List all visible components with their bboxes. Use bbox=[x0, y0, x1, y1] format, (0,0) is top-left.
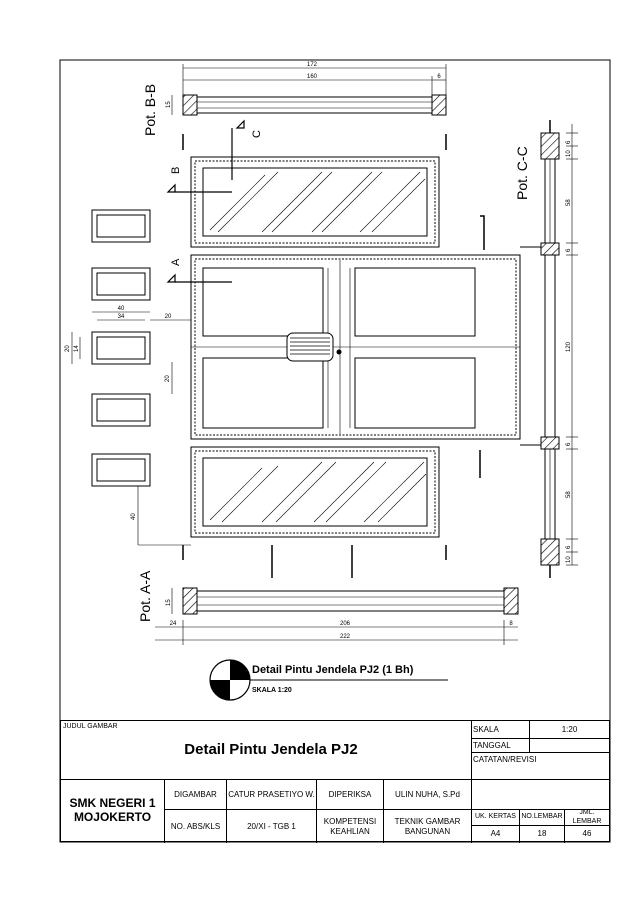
dim-20-profile: 20 bbox=[65, 345, 71, 352]
label-pot-cc: Pot. C-C bbox=[514, 146, 530, 200]
dim-15-top: 15 bbox=[166, 101, 172, 108]
title-block bbox=[60, 720, 610, 842]
profile-details bbox=[92, 210, 150, 486]
dim-side-6a: 6 bbox=[566, 140, 572, 144]
dim-172: 172 bbox=[306, 62, 318, 68]
marker-b: B bbox=[170, 166, 182, 174]
dim-side-6b: 6 bbox=[566, 248, 572, 252]
diperiksa-value: ULIN NUHA, S.Pd bbox=[395, 790, 460, 800]
kompetensi-value: TEKNIK GAMBAR BANGUNAN bbox=[394, 817, 461, 836]
dim-6-top: 6 bbox=[437, 74, 441, 80]
dim-34-profile: 34 bbox=[117, 314, 125, 320]
marker-a: A bbox=[170, 258, 182, 266]
dim-side-6c: 6 bbox=[566, 442, 572, 446]
judul-label: JUDUL GAMBAR bbox=[63, 722, 118, 730]
dim-8: 8 bbox=[509, 621, 513, 627]
cut-markers bbox=[168, 121, 244, 282]
dim-20-gap: 20 bbox=[164, 314, 172, 320]
dim-side-10b: 10 bbox=[566, 556, 572, 563]
catatan-label: CATATAN/REVISI bbox=[473, 754, 537, 764]
jmllembar-label: JML. LEMBAR bbox=[572, 809, 602, 825]
window-frame-top bbox=[191, 157, 439, 247]
skala-value: 1:20 bbox=[561, 724, 578, 734]
dim-15-bottom: 15 bbox=[166, 599, 172, 606]
noabs-value: 20/XI - TGB 1 bbox=[247, 821, 296, 831]
diperiksa-label: DIPERIKSA bbox=[328, 790, 372, 800]
nolembar-label: NO.LEMBAR bbox=[521, 813, 563, 821]
school-name: SMK NEGERI 1 MOJOKERTO bbox=[69, 796, 156, 824]
dim-40-profile: 40 bbox=[117, 306, 125, 312]
dim-side-6d: 6 bbox=[566, 545, 572, 549]
dim-160: 160 bbox=[306, 74, 318, 80]
dim-40-vert: 40 bbox=[131, 513, 137, 520]
marker-c: C bbox=[251, 130, 263, 138]
judul-value: Detail Pintu Jendela PJ2 bbox=[184, 741, 358, 759]
profile-dimension-lines bbox=[72, 312, 191, 545]
dim-222: 222 bbox=[339, 634, 351, 640]
dim-24: 24 bbox=[169, 621, 177, 627]
tanggal-label: TANGGAL bbox=[473, 740, 511, 750]
detail-title: Detail Pintu Jendela PJ2 (1 Bh) bbox=[252, 664, 414, 676]
skala-label: SKALA bbox=[473, 724, 499, 734]
section-aa bbox=[183, 588, 518, 614]
detail-scale: SKALA 1:20 bbox=[252, 687, 292, 694]
nolembar-value: 18 bbox=[537, 829, 547, 839]
dim-side-10a: 10 bbox=[566, 150, 572, 157]
dim-side-120: 120 bbox=[566, 341, 572, 352]
noabs-label: NO. ABS/KLS bbox=[170, 821, 221, 831]
dim-side-58a: 58 bbox=[566, 199, 572, 206]
label-pot-aa: Pot. A-A bbox=[137, 570, 153, 622]
dim-side-58b: 58 bbox=[566, 491, 572, 498]
digambar-label: DIGAMBAR bbox=[174, 790, 217, 800]
digambar-value: CATUR PRASETIYO W. bbox=[228, 790, 315, 800]
jmllembar-value: 46 bbox=[582, 829, 592, 839]
dim-14-profile: 14 bbox=[74, 345, 80, 352]
section-bb bbox=[183, 95, 446, 115]
window-frame-bottom bbox=[191, 447, 439, 537]
ukkertas-label: UK. KERTAS bbox=[475, 813, 516, 821]
dim-20-vert: 20 bbox=[165, 375, 171, 382]
door-leaves bbox=[191, 255, 520, 439]
label-pot-bb: Pot. B-B bbox=[142, 83, 158, 136]
ukkertas-value: A4 bbox=[490, 829, 501, 839]
dim-206: 206 bbox=[339, 621, 351, 627]
kompetensi-label: KOMPETENSI KEAHLIAN bbox=[323, 817, 377, 836]
top-dimension-lines bbox=[172, 64, 446, 115]
bottom-dimension-lines bbox=[155, 588, 518, 645]
